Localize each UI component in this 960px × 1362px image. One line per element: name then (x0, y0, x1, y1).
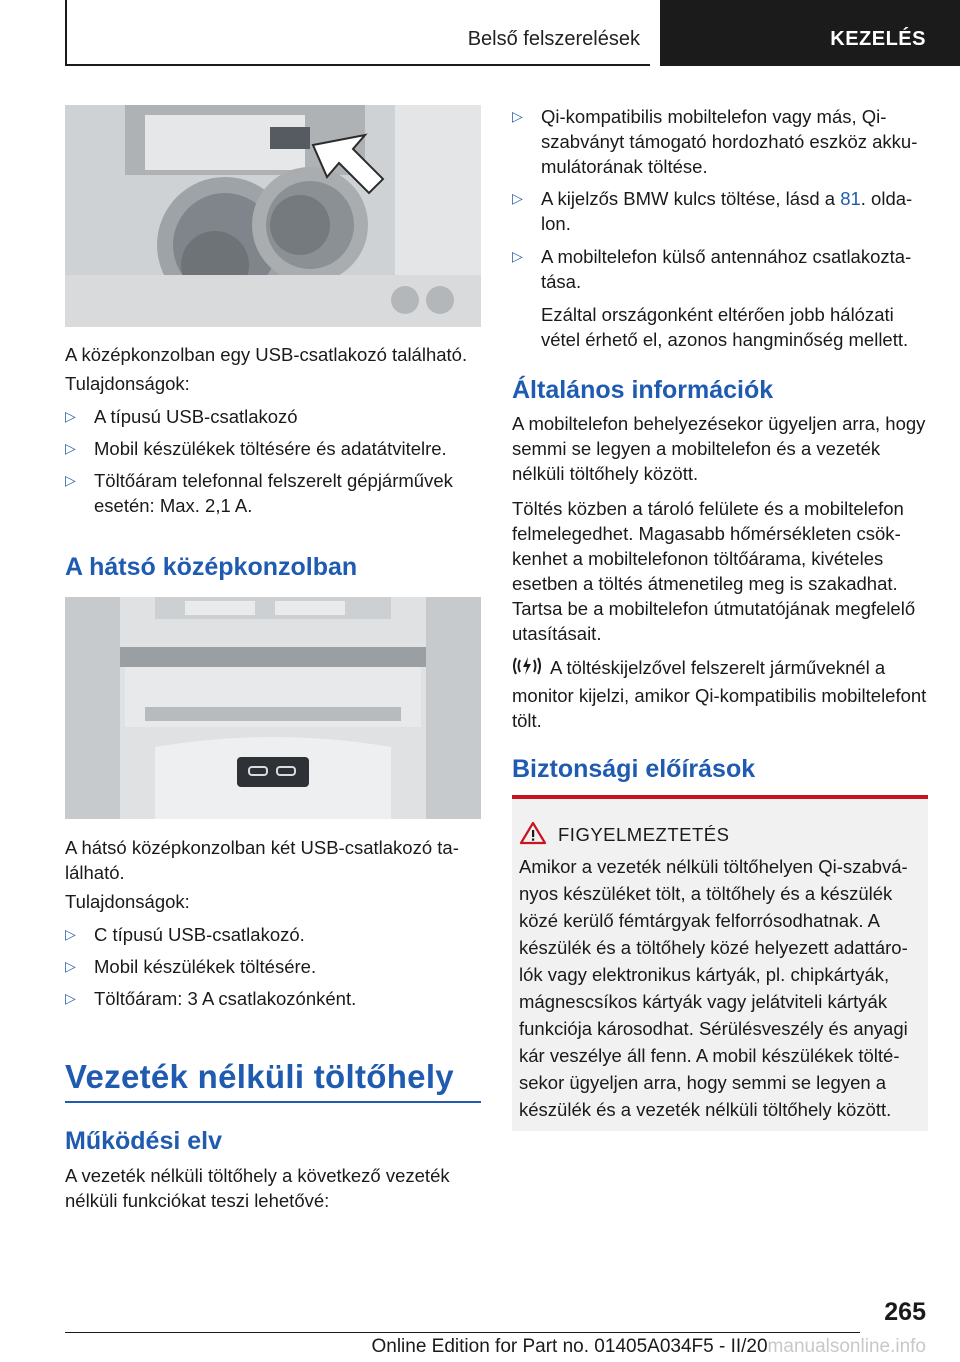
principle-text: A vezeték nélküli töltőhely a következő vezeték nélküli funkciókat teszi lehetővé: (65, 1165, 450, 1211)
triangle-bullet-icon: ▷ (65, 926, 76, 942)
triangle-bullet-icon: ▷ (512, 190, 523, 206)
warning-title: FIGYELMEZTETÉS (558, 824, 730, 845)
general-paragraph-1: A mobiltelefon behelyezésekor ügyeljen arra, hogy semmi se legyen a mobiltelefon és a vezeték nélküli töltőhely között. (512, 413, 926, 484)
charging-indicator-icon (512, 655, 542, 683)
chapter-tab (660, 0, 960, 66)
warning-text: Amikor a vezeték nélküli töltőhelyen Qi-szabványos készüléket tölt, a töltőhely és a készülék közé kerülő fémtárgyak felforrósodhatnak. A készülék és a töltőhely közé helyezett adattárolók vagy elektronikus kártyák, pl. chipkártyák, mágnescsíkos kártyák vagy jelátviteli kártyák funkciója károsodhat. Sérülésveszély és anyagi kár veszélye áll fenn. A mobil készülékek töltésekor ügyeljen arra, hogy semmi se legyen a készülék és a vezeték nélküli töltőhely között. (519, 856, 908, 1120)
list-item: ▷ Mobil készülékek töltésére és adatátvitelre. (65, 438, 447, 459)
list-item: ▷ A kijelzős BMW kulcs töltése, lásd a 81. oldalon. (512, 188, 913, 234)
page-header (0, 0, 960, 66)
list-item: ▷ A típusú USB-csatlakozó (65, 406, 298, 427)
center-console-usb-photo (65, 105, 481, 327)
triangle-bullet-icon: ▷ (65, 472, 76, 488)
properties-label-1: Tulajdonságok: (65, 373, 190, 394)
heading-operating-principle: Működési elv (65, 1127, 222, 1155)
triangle-bullet-icon: ▷ (65, 958, 76, 974)
footer-rule (65, 1332, 860, 1333)
list-item: ▷ C típusú USB-csatlakozó. (65, 924, 305, 945)
caption-center-console: A középkonzolban egy USB-csatlakozó található. (65, 344, 468, 365)
section-title: Belső felszerelések (467, 28, 640, 50)
list-item: ▷ Töltőáram: 3 A csatlakozónként. (65, 988, 357, 1009)
heading-safety: Biztonsági előírások (512, 755, 756, 783)
warning-triangle-icon (519, 821, 547, 850)
header-divider (65, 0, 67, 66)
heading-wireless-charging: Vezeték nélküli töltőhely (65, 1058, 454, 1095)
triangle-bullet-icon: ▷ (65, 990, 76, 1006)
triangle-bullet-icon: ▷ (65, 440, 76, 456)
triangle-bullet-icon: ▷ (512, 108, 523, 124)
list-item: ▷ Töltőáram telefonnal felszerelt gépjárművek esetén: Max. 2,1 A. (65, 470, 453, 516)
page-number: 265 (884, 1298, 926, 1326)
page-link-81[interactable]: 81 (840, 188, 861, 209)
caption-rear-console: A hátsó középkonzolban két USB-csatlakozó található. (65, 837, 459, 883)
rear-console-usb-photo (65, 597, 481, 819)
watermark: manualsonline.info (767, 1336, 926, 1357)
properties-label-2: Tulajdonságok: (65, 891, 190, 912)
chapter-label: KEZELÉS (830, 28, 926, 50)
triangle-bullet-icon: ▷ (512, 248, 523, 264)
heading-rear-console: A hátsó középkonzolban (65, 553, 358, 581)
general-paragraph-3: A töltéskijelzővel felszerelt járműveknél a monitor kijelzi, amikor Qi-kompatibilis mobiltelefont tölt. (512, 657, 927, 731)
triangle-bullet-icon: ▷ (65, 408, 76, 424)
heading-general-info: Általános információk (512, 376, 774, 404)
list-item: ▷ Qi-kompatibilis mobiltelefon vagy más, Qi-szabványt támogató hordozható eszköz akkumulátorának töltése. (512, 106, 918, 177)
list-item: ▷ Mobil készülékek töltésére. (65, 956, 317, 977)
list-item: ▷ A mobiltelefon külső antennához csatlakoztatása. (512, 246, 912, 292)
warning-box (512, 795, 928, 1131)
list-subtext: Ezáltal országonként eltérően jobb hálózati vétel érhető el, azonos hangminőség mellett. (541, 304, 909, 350)
header-underline (65, 64, 650, 66)
heading-rule (65, 1101, 481, 1103)
general-paragraph-2: Töltés közben a tároló felülete és a mobiltelefon felmelegedhet. Magasabb hőmérsékleten csökkenhet a mobiltelefonon töltőárama, kivételes esetben a töltés átmenetileg meg is szakadhat. Tartsa be a mobiltelefon útmutatójának megfelelő utasításait. (512, 498, 916, 644)
footer-edition: Online Edition for Part no. 01405A034F5 - II/20manualsonline.info (371, 1336, 926, 1357)
